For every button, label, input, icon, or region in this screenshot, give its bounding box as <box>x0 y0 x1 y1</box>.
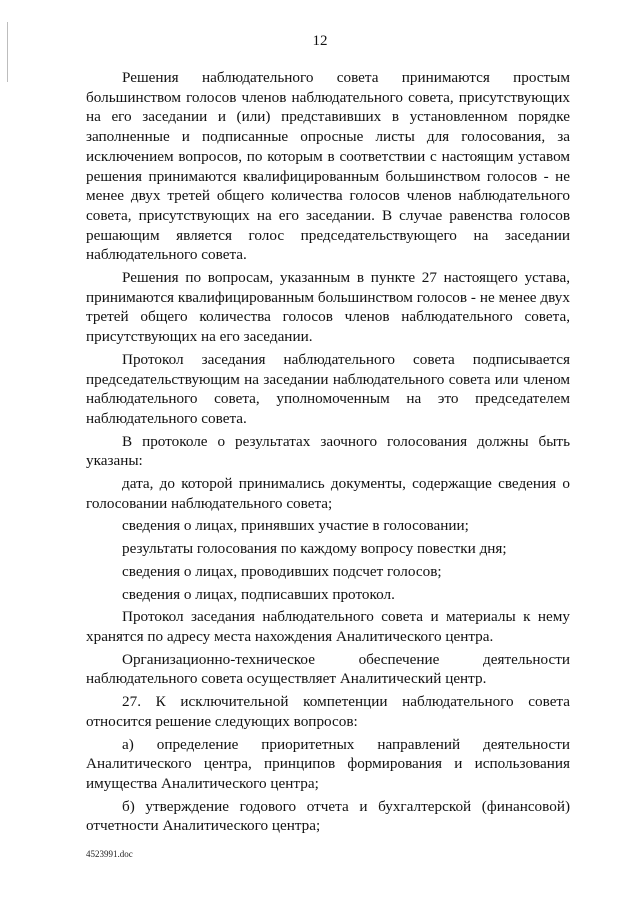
list-item-signers: сведения о лицах, подписавших протокол. <box>122 585 395 603</box>
paragraph-organizational-support: Организационно-техническое обеспечение деятельности наблюдательного совета осуществляет Аналитический центр. <box>86 650 570 688</box>
document-filename-footer: 4523991.doc <box>86 849 133 859</box>
paragraph-decisions-qualified: Решения по вопросам, указанным в пункте 27 настоящего устава, принимаются квалифицированным большинством голосов - не менее двух третей общего количества голосов членов наблюдательного совета, присутствующих на его заседании. <box>86 269 570 346</box>
page-edge-line <box>7 22 8 82</box>
paragraph-protocol-signing: Протокол заседания наблюдательного совета подписывается председательствующим на заседании наблюдательного совета или членом наблюдательного совета, уполномоченным на это председателем наблюдательного совета. <box>86 350 570 427</box>
document-body <box>86 68 570 836</box>
list-item-participants: сведения о лицах, принявших участие в голосовании; <box>122 517 469 535</box>
paragraph-clause-27-a: а) определение приоритетных направлений деятельности Аналитического центра, принципов формирования и использования имущества Аналитического центра; <box>86 735 570 792</box>
paragraph-clause-27-b: б) утверждение годового отчета и бухгалтерской (финансовой) отчетности Аналитического центра; <box>86 797 570 835</box>
paragraph-absentee-protocol: В протоколе о результатах заочного голосования должны быть указаны: <box>86 432 570 470</box>
list-item-counters: сведения о лицах, проводивших подсчет голосов; <box>122 562 442 580</box>
list-item-date: дата, до которой принимались документы, содержащие сведения о голосовании наблюдательного совета; <box>86 475 570 512</box>
paragraph-decisions-majority: Решения наблюдательного совета принимаются простым большинством голосов членов наблюдательного совета, присутствующих на его заседании и (или) представивших в установленном порядке заполненные и подписанные опросные листы для голосования, за исключением вопросов, по которым в соответствии с настоящим уставом решения принимаются квалифицированным большинством голосов - не менее двух третей общего количества голосов членов наблюдательного совета, присутствующих на его заседании. В случае равенства голосов решающим является голос председательствующего на заседании наблюдательного совета. <box>86 69 570 264</box>
paragraph-protocol-storage: Протокол заседания наблюдательного совета и материалы к нему хранятся по адресу места нахождения Аналитического центра. <box>86 608 570 645</box>
page-number: 12 <box>312 33 328 49</box>
list-item-results: результаты голосования по каждому вопросу повестки дня; <box>122 540 507 558</box>
paragraph-clause-27: 27. К исключительной компетенции наблюдательного совета относится решение следующих вопросов: <box>86 693 570 730</box>
